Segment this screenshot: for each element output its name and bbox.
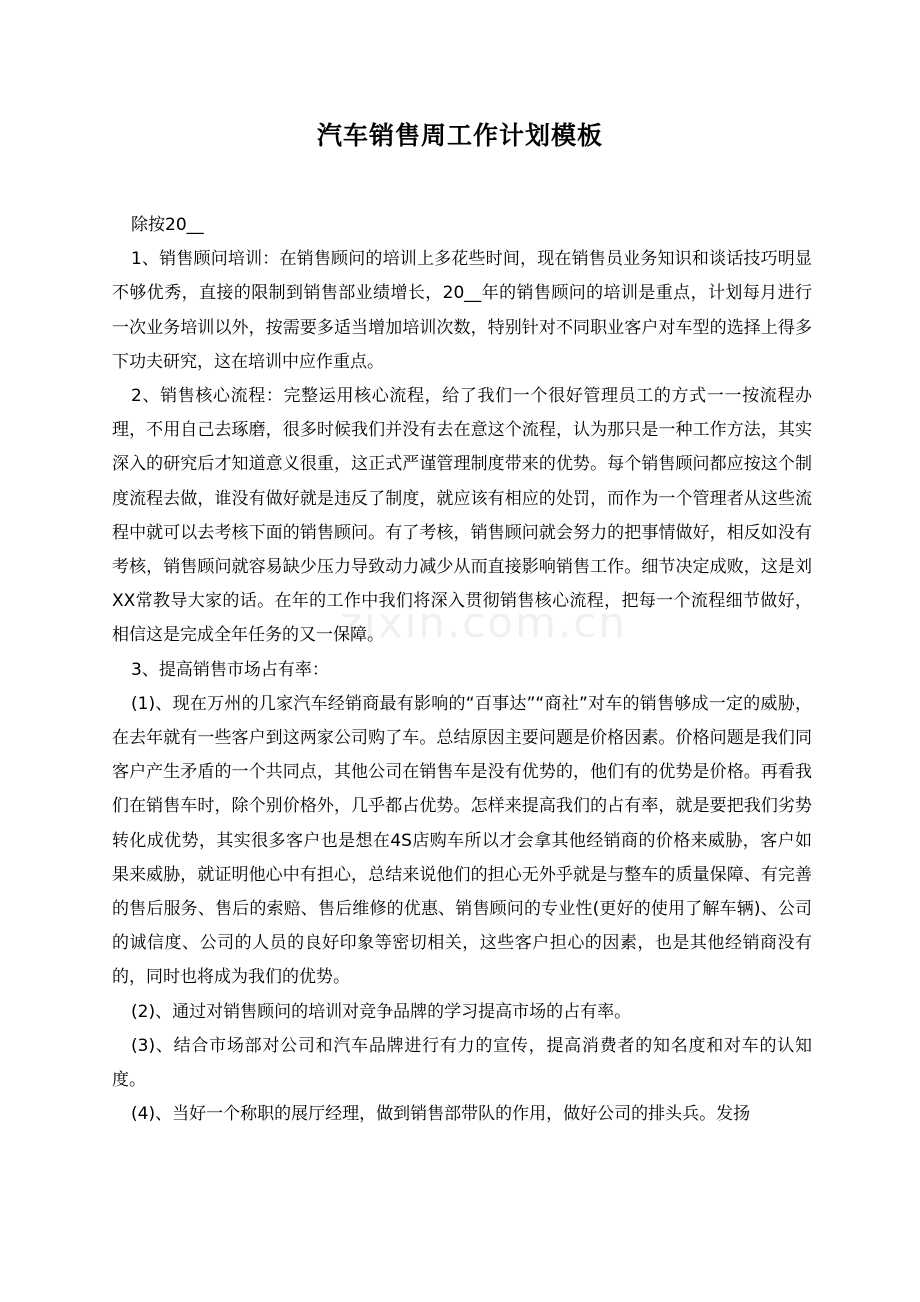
document-title: 汽车销售周工作计划模板 <box>316 121 603 150</box>
paragraph-sales-training: 1、销售顾问培训：在销售顾问的培训上多花些时间，现在销售员业务知识和谈话技巧明显不够优秀，直接的限制到销售部业绩增长，20__年的销售顾问的培训是重点，计划每月进行一次业务培训以外，按需要多适当增加培训次数，特别针对不同职业客户对车型的选择上得多下功夫研究，这在培训中应作重点。 <box>112 249 812 372</box>
paragraph-market-share-heading: 3、提高销售市场占有率： <box>131 659 329 680</box>
paragraph-intro: 除按20__ <box>131 215 204 235</box>
paragraph-market-share-item-2: (2)、通过对销售顾问的培训对竞争品牌的学习提高市场的占有率。 <box>131 1001 632 1022</box>
paragraph-market-share-item-1: (1)、现在万州的几家汽车经销商最有影响的“百事达”“商社”对车的销售够成一定的威胁，在去年就有一些客户到这两家公司购了车。总结原因主要问题是价格因素。价格问题是我们同客户产生矛盾的一个共同点，其他公司在销售车是没有优势的，他们有的优势是价格。再看我们在销售车时，除个别价格外，几乎都占优势。怎样来提高我们的占有率，就是要把我们劣势转化成优势，其实很多客户也是想在4S店购车所以才会拿其他经销商的价格来威胁，客户如果来威胁，就证明他心中有担心，总结来说他们的担心无外乎就是与整车的质量保障、有完善的售后服务、售后的索赔、售后维修的优惠、销售顾问的专业性(更好的使用了解车辆)、公司的诚信度、公司的人员的良好印象等密切相关，这些客户担心的因素，也是其他经销商没有的，同时也将成为我们的优势。 <box>112 693 812 988</box>
document-body <box>112 208 812 1131</box>
paragraph-market-share-item-4: (4)、当好一个称职的展厅经理，做到销售部带队的作用，做好公司的排头兵。发扬 <box>131 1104 751 1125</box>
paragraph-market-share-item-3: (3)、结合市场部对公司和汽车品牌进行有力的宣传，提高消费者的知名度和对车的认知度。 <box>112 1035 812 1091</box>
watermark: zixin.com.cn <box>340 598 627 647</box>
paragraph-core-process: 2、销售核心流程：完整运用核心流程，给了我们一个很好管理员工的方式一一按流程办理，不用自己去琢磨，很多时候我们并没有去在意这个流程，认为那只是一种工作方法，其实深入的研究后才知道意义很重，这正式严谨管理制度带来的优势。每个销售顾问都应按这个制度流程去做，谁没有做好就是违反了制度，就应该有相应的处罚，而作为一个管理者从这些流程中就可以去考核下面的销售顾问。有了考核，销售顾问就会努力的把事情做好，相反如没有考核，销售顾问就容易缺少压力导致动力减少从而直接影响销售工作。细节决定成败，这是刘XX常教导大家的话。在年的工作中我们将深入贯彻销售核心流程，把每一个流程细节做好，相信这是完成全年任务的又一保障。 <box>112 386 812 646</box>
